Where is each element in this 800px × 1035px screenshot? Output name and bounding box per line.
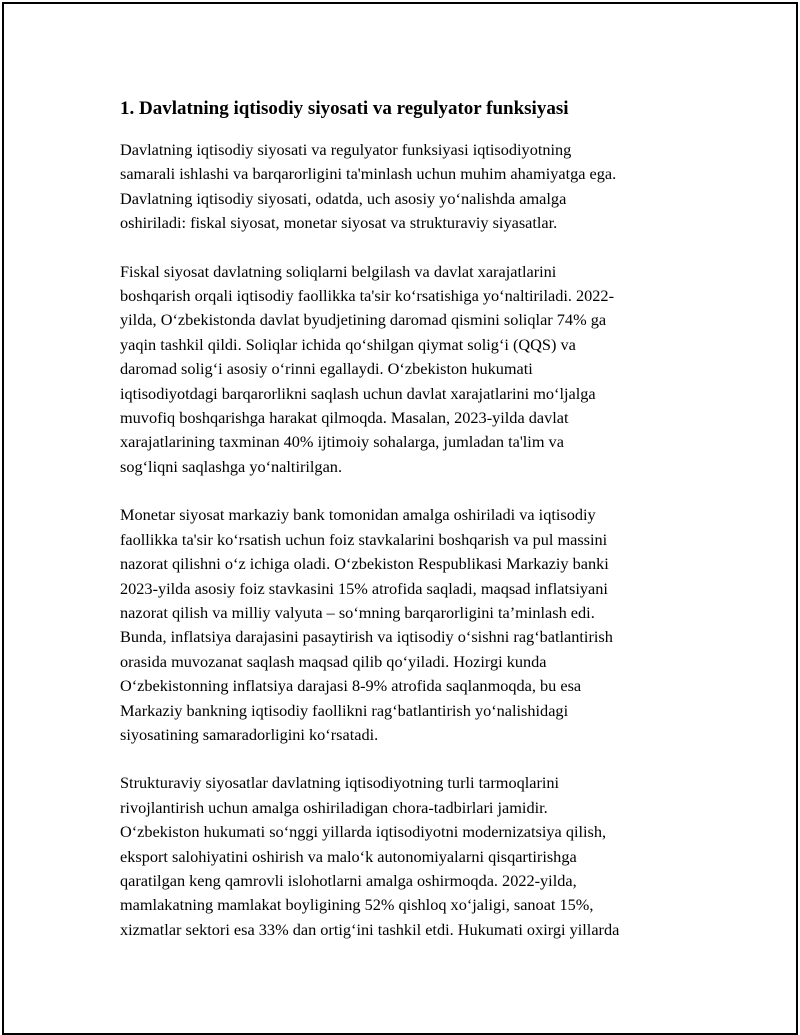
text-line: muvofiq boshqarishga harakat qilmoqda. Masalan, 2023-yilda davlat (120, 408, 569, 428)
text-line: O‘zbekistonning inflatsiya darajasi 8-9% atrofida saqlanmoqda, bu esa (120, 676, 582, 696)
text-line: daromad solig‘i asosiy o‘rinni egallaydi. O‘zbekiston hukumati (120, 359, 533, 379)
text-line: eksport salohiyatini oshirish va malo‘k autonomiyalarni qisqartirishga (120, 846, 577, 866)
text-line: O‘zbekiston hukumati so‘nggi yillarda iqtisodiyotni modernizatsiya qilish, (120, 822, 607, 842)
document-content (120, 96, 690, 966)
paragraph-structural-policy (120, 771, 690, 942)
text-line: Monetar siyosat markaziy bank tomonidan amalga oshiriladi va iqtisodiy (120, 505, 596, 525)
text-line: qaratilgan keng qamrovli islohotlarni amalga oshirmoqda. 2022-yilda, (120, 870, 577, 890)
text-line: orasida muvozanat saqlash maqsad qilib qo‘yiladi. Hozirgi kunda (120, 651, 547, 671)
paragraph-intro (120, 138, 690, 236)
text-line: sog‘liqni saqlashga yo‘naltirilgan. (120, 456, 343, 476)
text-line: 2023-yilda asosiy foiz stavkasini 15% atrofida saqladi, maqsad inflatsiyani (120, 578, 608, 598)
paragraph-fiscal-policy (120, 260, 690, 480)
text-line: Markaziy bankning iqtisodiy faollikni rag‘batlantirish yo‘nalishidagi (120, 700, 569, 720)
text-line: siyosatining samaradorligini ko‘rsatadi. (120, 724, 379, 744)
text-line: xizmatlar sektori esa 33% dan ortig‘ini tashkil etdi. Hukumati oxirgi yillarda (120, 919, 620, 939)
text-line: faollikka ta'sir ko‘rsatish uchun foiz stavkalarini boshqarish va pul massini (120, 529, 608, 549)
text-line: iqtisodiyotdagi barqarorlikni saqlash uchun davlat xarajatlarini mo‘ljalga (120, 383, 596, 403)
page-frame (2, 2, 798, 1035)
paragraph-monetary-policy (120, 503, 690, 747)
text-line: xarajatlarining taxminan 40% ijtimoiy sohalarga, jumladan ta'lim va (120, 432, 564, 452)
text-line: samarali ishlashi va barqarorligini ta'minlash uchun muhim ahamiyatga ega. (120, 164, 617, 184)
text-line: Strukturaviy siyosatlar davlatning iqtisodiyotning turli tarmoqlarini (120, 773, 560, 793)
text-line: nazorat qilish va milliy valyuta – so‘mning barqarorligini ta’minlash edi. (120, 602, 595, 622)
text-line: yaqin tashkil qildi. Soliqlar ichida qo‘shilgan qiymat solig‘i (QQS) va (120, 334, 576, 354)
text-line: yilda, O‘zbekistonda davlat byudjetining daromad qismini soliqlar 74% ga (120, 310, 607, 330)
text-line: Davlatning iqtisodiy siyosati va regulyator funksiyasi iqtisodiyotning (120, 140, 572, 159)
text-line: Davlatning iqtisodiy siyosati, odatda, uch asosiy yo‘nalishda amalga (120, 188, 567, 208)
text-line: boshqarish orqali iqtisodiy faollikka ta'sir ko‘rsatishiga yo‘naltiriladi. 2022- (120, 286, 614, 306)
text-line: Fiskal siyosat davlatning soliqlarni belgilash va davlat xarajatlarini (120, 261, 557, 281)
section-heading: 1. Davlatning iqtisodiy siyosati va regulyator funksiyasi (120, 98, 569, 119)
text-line: rivojlantirish uchun amalga oshiriladigan chora-tadbirlari jamidir. (120, 797, 548, 817)
text-line: oshiriladi: fiskal siyosat, monetar siyosat va strukturaviy siyasatlar. (120, 213, 558, 233)
text-line: mamlakatning mamlakat boyligining 52% qishloq xo‘jaligi, sanoat 15%, (120, 895, 594, 915)
text-line: nazorat qilishni o‘z ichiga oladi. O‘zbekiston Respublikasi Markaziy banki (120, 554, 609, 574)
text-line: Bunda, inflatsiya darajasini pasaytirish va iqtisodiy o‘sishni rag‘batlantirish (120, 627, 613, 647)
